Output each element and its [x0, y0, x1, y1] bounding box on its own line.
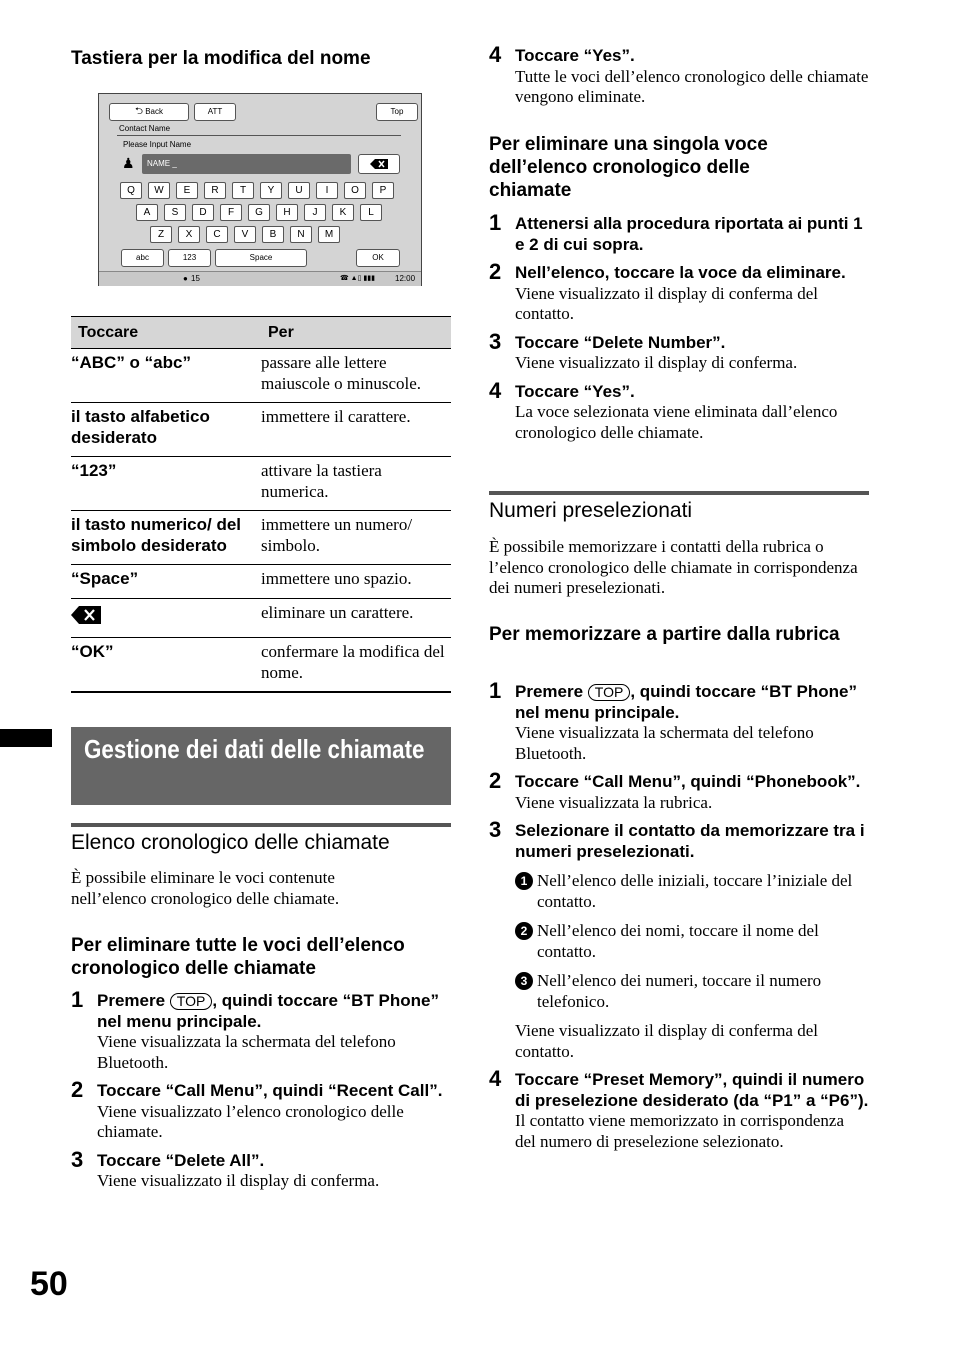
table-cell-for: passare alle lettere maiuscole o minuscole.	[261, 349, 451, 403]
step-title: Toccare “Preset Memory”, quindi il numero di preselezione desiderato (da “P1” a “P6”).	[515, 1070, 869, 1110]
table-row	[71, 598, 451, 638]
step	[489, 259, 869, 325]
step-title: Toccare “Yes”.	[515, 381, 635, 401]
step-number: 2	[71, 1077, 84, 1102]
key-c[interactable]: C	[206, 226, 228, 243]
key-a[interactable]: A	[136, 204, 158, 221]
table-cell-touch: “Space”	[71, 565, 261, 599]
step-description: Viene visualizzato il display di conferma.	[97, 1171, 380, 1190]
backspace-button[interactable]	[358, 154, 400, 174]
top-key-icon: TOP	[170, 993, 213, 1010]
step	[489, 328, 869, 374]
section-rule-left	[71, 823, 451, 827]
key-n[interactable]: N	[290, 226, 312, 243]
step-description: Il contatto viene memorizzato in corrispondenza del numero di preselezione selezionato.	[515, 1111, 845, 1151]
signal-battery-icons: ☎ ▲▯ ▮▮▮	[340, 275, 375, 282]
subheading-delete-all: Per eliminare tutte le voci dell’elenco cronologico delle chiamate	[71, 935, 405, 979]
step-title: Selezionare il contatto da memorizzare tra i numeri preselezionati.	[515, 821, 865, 861]
step-description: Viene visualizzato il display di conferma del contatto.	[515, 283, 818, 323]
table-cell-touch: “123”	[71, 457, 261, 511]
key-function-table	[71, 316, 451, 693]
keyboard-heading: Tastiera per la modifica del nome	[71, 48, 371, 69]
subheading-delete-single: Per eliminare una singola voce dell’elenco cronologico delle chiamate	[489, 134, 768, 201]
step-title: Toccare “Call Menu”, quindi “Phonebook”.	[515, 772, 861, 791]
step-title: Toccare “Call Menu”, quindi “Recent Call”.	[97, 1081, 443, 1100]
table-row	[71, 403, 451, 457]
steps-delete-all	[71, 987, 456, 1192]
table-cell-for: immettere un numero/ simbolo.	[261, 511, 451, 565]
section-title-call-history: Elenco cronologico delle chiamate	[71, 831, 390, 854]
table-row	[71, 638, 451, 693]
step	[489, 210, 869, 255]
step	[489, 42, 869, 108]
circled-number-icon: 2	[515, 922, 533, 940]
key-s[interactable]: S	[164, 204, 186, 221]
please-input-label: Please Input Name	[123, 140, 192, 149]
table-cell-touch: “ABC” o “abc”	[71, 349, 261, 403]
step-title: Premere TOP , quindi toccare “BT Phone” nel menu principale.	[97, 991, 439, 1031]
step-number: 2	[489, 768, 502, 793]
numeric-123-button[interactable]: 123	[168, 249, 211, 267]
section-intro-presets: È possibile memorizzare i contatti della rubrica o l’elenco cronologico delle chiamate in corrispondenza dei numeri preselezionati.	[489, 537, 858, 597]
backspace-icon	[370, 159, 388, 169]
section-intro-call-history: È possibile eliminare le voci contenute nell’elenco cronologico delle chiamate.	[71, 868, 340, 908]
person-icon: ♟	[122, 155, 135, 171]
step-number: 4	[489, 1066, 502, 1091]
sub-step: 2 Nell’elenco dei nomi, toccare il nome del contatto.	[515, 921, 869, 962]
chapter-banner	[71, 727, 451, 805]
key-k[interactable]: K	[332, 204, 354, 221]
step-number: 3	[489, 328, 502, 354]
key-e[interactable]: E	[176, 182, 198, 199]
table-cell-for: eliminare un carattere.	[261, 598, 451, 638]
table-header-row	[71, 317, 451, 349]
contact-name-label: Contact Name	[119, 124, 171, 133]
step-description: Viene visualizzata la rubrica.	[515, 792, 713, 812]
table-cell-touch: il tasto numerico/ del simbolo desiderato	[71, 511, 261, 565]
key-j[interactable]: J	[304, 204, 326, 221]
table-header-touch: Toccare	[71, 317, 261, 349]
step-description: Tutte le voci dell’elenco cronologico delle chiamate vengono eliminate.	[515, 66, 869, 106]
circled-number-icon: 1	[515, 872, 533, 890]
step-title: Nell’elenco, toccare la voce da eliminare.	[515, 263, 846, 282]
step	[489, 377, 869, 444]
step-number: 4	[489, 42, 502, 67]
step-title: Toccare “Delete Number”.	[515, 332, 726, 352]
circled-number-icon: 3	[515, 972, 533, 990]
key-q[interactable]: Q	[120, 182, 142, 199]
section-tab-marker	[0, 729, 52, 747]
chapter-title: Gestione dei dati delle chiamate	[84, 734, 425, 764]
key-y[interactable]: Y	[260, 182, 282, 199]
key-u[interactable]: U	[288, 182, 310, 199]
top-button[interactable]: Top	[376, 103, 418, 121]
status-bar	[99, 271, 421, 286]
key-f[interactable]: F	[220, 204, 242, 221]
table-row	[71, 511, 451, 565]
key-v[interactable]: V	[234, 226, 256, 243]
ok-button[interactable]: OK	[356, 249, 400, 267]
key-h[interactable]: H	[276, 204, 298, 221]
page-number: 50	[30, 1265, 68, 1303]
step-description: La voce selezionata viene eliminata dall’elenco cronologico delle chiamate.	[515, 402, 838, 442]
message-count: 15	[191, 274, 200, 283]
steps-store-from-phonebook	[489, 678, 869, 1152]
key-o[interactable]: O	[344, 182, 366, 199]
table-cell-for: immettere uno spazio.	[261, 565, 451, 599]
key-z[interactable]: Z	[150, 226, 172, 243]
section-rule-right	[489, 491, 869, 495]
backspace-icon	[71, 606, 101, 624]
step-title: Attenersi alla procedura riportata ai punti 1 e 2 di cui sopra.	[515, 214, 863, 254]
step-description: Viene visualizzato il display di conferma.	[515, 353, 798, 372]
table-cell-touch: “OK”	[71, 638, 261, 693]
abc-button[interactable]: abc	[121, 249, 164, 267]
table-cell-touch	[71, 598, 261, 638]
step-description: Viene visualizzato il display di conferma del contatto.	[515, 1021, 818, 1061]
table-row	[71, 349, 451, 403]
key-r[interactable]: R	[204, 182, 226, 199]
key-p[interactable]: P	[372, 182, 394, 199]
sub-step: 1 Nell’elenco delle iniziali, toccare l’iniziale del contatto.	[515, 871, 869, 912]
step-description: Viene visualizzata la schermata del telefono Bluetooth.	[515, 723, 814, 763]
steps-delete-single	[489, 210, 869, 443]
step-title: Toccare “Delete All”.	[97, 1150, 265, 1170]
step-title: Premere TOP , quindi toccare “BT Phone” nel menu principale.	[515, 682, 857, 722]
step	[71, 1146, 456, 1192]
header-divider	[117, 135, 401, 136]
table-cell-for: immettere il carattere.	[261, 403, 451, 457]
name-keyboard-screen	[98, 93, 422, 286]
step-number: 4	[489, 377, 502, 403]
sub-step: 3 Nell’elenco dei numeri, toccare il numero telefonico.	[515, 971, 869, 1012]
section-title-presets: Numeri preselezionati	[489, 499, 693, 522]
step-description: Viene visualizzata la schermata del telefono Bluetooth.	[97, 1032, 396, 1072]
table-row	[71, 565, 451, 599]
clock: 12:00	[395, 274, 416, 283]
step	[71, 987, 456, 1073]
step-number: 2	[489, 259, 502, 284]
table-row	[71, 457, 451, 511]
step-number: 3	[489, 817, 502, 842]
key-t[interactable]: T	[232, 182, 254, 199]
step-number: 3	[71, 1146, 84, 1172]
top-key-icon: TOP	[588, 684, 631, 701]
step-number: 1	[71, 987, 84, 1012]
key-g[interactable]: G	[248, 204, 270, 221]
message-icon: ●	[183, 274, 188, 283]
step-4-delete-all	[489, 42, 869, 108]
step	[489, 1066, 869, 1152]
key-l[interactable]: L	[360, 204, 382, 221]
key-m[interactable]: M	[318, 226, 340, 243]
space-button[interactable]: Space	[215, 249, 307, 267]
att-button[interactable]: ATT	[194, 103, 236, 121]
step	[489, 678, 869, 764]
key-x[interactable]: X	[178, 226, 200, 243]
step	[489, 768, 869, 813]
table-cell-for: attivare la tastiera numerica.	[261, 457, 451, 511]
step-number: 1	[489, 678, 502, 703]
back-arrow-icon: ⮌	[134, 106, 143, 117]
step-title: Toccare “Yes”.	[515, 46, 635, 65]
step-description: Viene visualizzato l’elenco cronologico delle chiamate.	[97, 1101, 404, 1141]
key-b[interactable]: B	[262, 226, 284, 243]
key-w[interactable]: W	[148, 182, 170, 199]
step	[71, 1077, 456, 1143]
back-button[interactable]: ⮌ Back	[109, 103, 189, 121]
key-i[interactable]: I	[316, 182, 338, 199]
table-cell-for: confermare la modifica del nome.	[261, 638, 451, 693]
table-header-for: Per	[261, 317, 451, 349]
key-d[interactable]: D	[192, 204, 214, 221]
subheading-store-from-phonebook: Per memorizzare a partire dalla rubrica	[489, 624, 840, 645]
step	[489, 817, 869, 1062]
name-input-field[interactable]: NAME _	[142, 154, 351, 174]
step-number: 1	[489, 210, 502, 235]
table-cell-touch: il tasto alfabetico desiderato	[71, 403, 261, 457]
